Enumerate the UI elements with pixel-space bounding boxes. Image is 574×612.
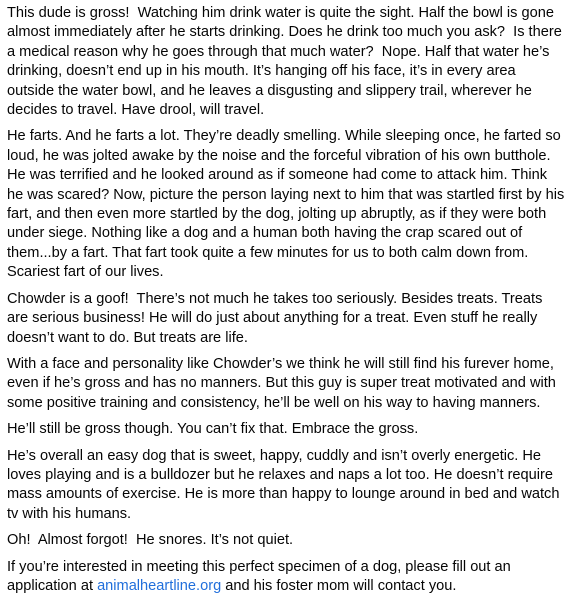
post-paragraph-manners: With a face and personality like Chowder’s we think he will still find his furever home, even if he’s gross and has no manners. But this guy is super treat motivated and with some positive training and consistency, he’ll be well on his way to having manners.	[7, 355, 560, 411]
post-paragraph-drinking: This dude is gross! Watching him drink water is quite the sight. Half the bowl is gone almost immediately after he starts drinking. Does he drink too much you ask? Is there a medical reason why he goes through that much water? Nope. Half that water he’s drinking, doesn’t end up in his mouth. It’s hanging off his face, it’s in every area outside the water bowl, and he leaves a disgusting and slippery trail, wherever he decides to travel. Have drool, will travel.	[7, 5, 566, 119]
animalheartline-link[interactable]: animalheartline.org	[97, 577, 222, 594]
post-paragraph-snores: Oh! Almost forgot! He snores. It’s not quiet.	[7, 532, 294, 549]
post-paragraph-goof: Chowder is a goof! There’s not much he takes too seriously. Besides treats. Treats are serious business! He will do just about anything for a treat. Even stuff he really doesn’t want to do. But treats are life.	[7, 290, 547, 346]
post-paragraph-gross: He’ll still be gross though. You can’t fix that. Embrace the gross.	[7, 421, 419, 438]
post-paragraph-temperament: He’s overall an easy dog that is sweet, happy, cuddly and isn’t overly energetic. He loves playing and is a bulldozer but he relaxes and naps a lot too. He doesn’t require mass amounts of exercise. He is more than happy to lounge around in bed and watch tv with his humans.	[7, 447, 564, 522]
post-paragraph-closing	[7, 558, 566, 597]
post-paragraph-farts: He farts. And he farts a lot. They’re deadly smelling. While sleeping once, he farted so loud, he was jolted awake by the noise and the forceful vibration of his own butthole. He was terrified and he looked around as if someone had come to attack him. Think he was scared? Now, picture the person laying next to him that was startled first by his fart, and then even more startled by the dog, jolting up abruptly, as if they were both under siege. Nothing like a dog and a human both having the crap scared out of them...by a fart. That fart took quite a few minutes for us to both calm down from. Scariest fart of our lives.	[7, 128, 569, 281]
closing-text-before-link: If you’re interested in meeting this perfect specimen of a dog, please fill out an application at	[7, 558, 515, 594]
closing-text-after-link: and his foster mom will contact you.	[221, 577, 457, 594]
